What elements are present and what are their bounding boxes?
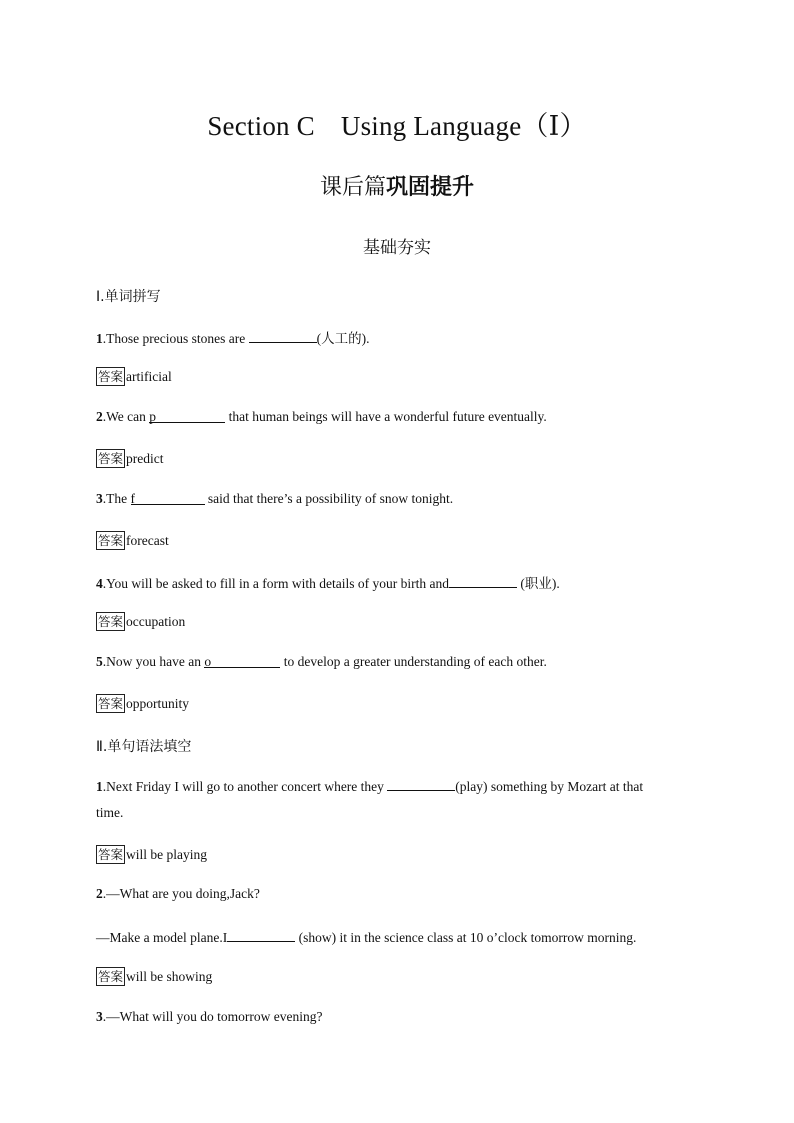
answer-blank[interactable]	[227, 928, 295, 942]
answer-2-1: 答案 will be playing	[98, 847, 208, 862]
question-1-3: 3.The f said that there’s a possibility of snow tonight.	[96, 491, 454, 506]
section1-heading: Ⅰ.单词拼写	[96, 289, 161, 305]
section2-heading: Ⅱ.单句语法填空	[96, 739, 192, 755]
answer-badge: 答案	[98, 847, 124, 862]
page-title	[0, 104, 794, 143]
question-1-5: 5.Now you have an o to develop a greater understanding of each other.	[96, 654, 547, 669]
answer-blank[interactable]	[449, 574, 517, 588]
answer-blank[interactable]: o	[204, 654, 280, 668]
answer-blank[interactable]	[387, 777, 455, 791]
page-subtitle	[0, 170, 794, 201]
answer-1-4: 答案 occupation	[98, 614, 186, 629]
title-part2: Using Language（Ⅰ）	[340, 111, 587, 141]
answer-badge: 答案	[98, 614, 124, 629]
answer-badge: 答案	[98, 696, 124, 711]
answer-1-3: 答案 forecast	[98, 533, 169, 548]
answer-1-5: 答案 opportunity	[98, 696, 190, 711]
answer-blank[interactable]: f	[131, 491, 205, 505]
answer-badge: 答案	[98, 969, 124, 984]
question-2-2: 2.—What are you doing,Jack?	[96, 886, 260, 901]
question-1-4: 4.You will be asked to fill in a form with details of your birth and (职业).	[96, 576, 560, 591]
question-2-1: 1.Next Friday I will go to another concert where they (play) something by Mozart at that	[96, 779, 644, 794]
question-1-2: 2.We can p that human beings will have a wonderful future eventually.	[96, 409, 547, 424]
answer-badge: 答案	[98, 369, 124, 384]
question-2-2-line2: —Make a model plane.I (show) it in the science class at 10 o’clock tomorrow morning.	[96, 930, 637, 945]
subtitle-bold: 巩固提升	[386, 175, 475, 200]
answer-2-2: 答案 will be showing	[98, 969, 213, 984]
answer-badge: 答案	[98, 451, 124, 466]
answer-badge: 答案	[98, 533, 124, 548]
title-part1: Section C	[207, 111, 315, 141]
answer-blank[interactable]	[249, 329, 317, 343]
level-heading: 基础夯实	[363, 238, 431, 258]
subtitle-normal: 课后篇	[319, 175, 386, 200]
answer-1-2: 答案 predict	[98, 451, 164, 466]
question-2-3: 3.—What will you do tomorrow evening?	[96, 1009, 323, 1024]
question-1-1: 1.Those precious stones are (人工的).	[96, 331, 370, 346]
answer-blank[interactable]: p	[149, 409, 225, 423]
answer-1-1: 答案 artificial	[98, 369, 172, 384]
question-2-1-cont: time.	[96, 805, 124, 820]
